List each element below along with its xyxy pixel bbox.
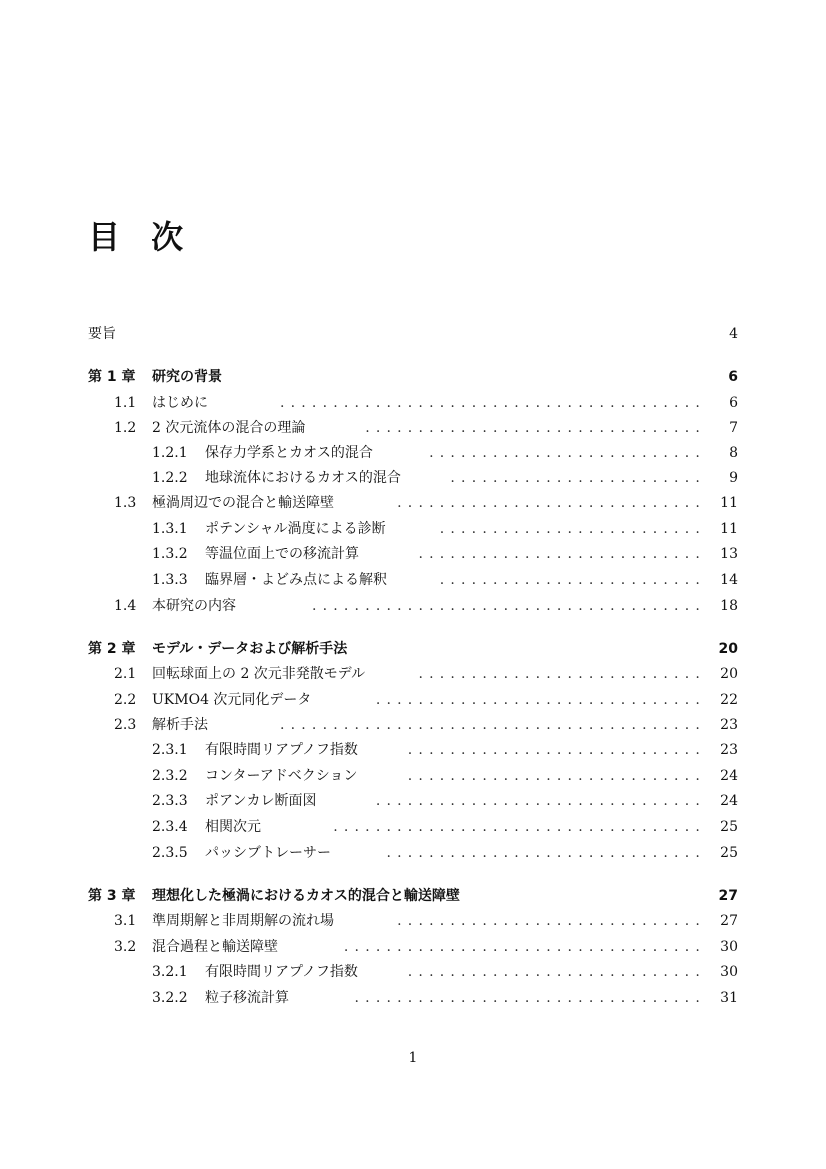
toc-entry-title: 有限時間リアプノフ指数 [205, 742, 358, 758]
leader-dots: ................................ [365, 420, 706, 436]
toc-entry-page: 25 [720, 819, 738, 835]
toc-entry[interactable] [0, 518, 826, 540]
toc-entry[interactable] [0, 987, 826, 1009]
toc-entry-page: 13 [720, 546, 738, 562]
toc-entry-title: コンターアドベクション [205, 768, 358, 784]
toc-entry-title: 準周期解と非周期解の流れ場 [152, 913, 334, 929]
leader-dots: ................................... [333, 819, 706, 835]
toc-entry-title: 解析手法 [152, 717, 208, 733]
toc-entry-page: 23 [720, 717, 738, 733]
toc-entry-page: 14 [720, 572, 738, 588]
toc-entry-page: 27 [718, 888, 738, 904]
toc-entry-number: 1.3 [114, 495, 137, 511]
toc-entry-title: 理想化した極渦におけるカオス的混合と輸送障壁 [152, 888, 460, 904]
toc-entry-number: 3.1 [114, 913, 137, 929]
toc-entry-page: 31 [720, 990, 738, 1006]
leader-dots: ........................... [418, 546, 706, 562]
leader-dots: ............................ [407, 768, 706, 784]
toc-entry-page: 30 [720, 939, 738, 955]
leader-dots: ............................. [397, 495, 706, 511]
toc-entry[interactable] [0, 842, 826, 864]
toc-entry-title: 地球流体におけるカオス的混合 [205, 470, 401, 486]
toc-entry[interactable] [0, 663, 826, 685]
toc-entry-number: 3.2.2 [152, 990, 188, 1006]
toc-entry-number: 1.2.2 [152, 470, 188, 486]
leader-dots: ............................... [375, 793, 706, 809]
toc-entry-number: 1.2 [114, 420, 137, 436]
toc-entry-page: 24 [720, 768, 738, 784]
leader-dots: ......................... [439, 521, 706, 537]
toc-entry[interactable] [0, 885, 826, 907]
toc-entry[interactable] [0, 467, 826, 489]
toc-entry-number: 2.3.4 [152, 819, 188, 835]
toc-entry[interactable] [0, 910, 826, 932]
toc-entry[interactable] [0, 323, 826, 345]
toc-entry-number: 3.2 [114, 939, 137, 955]
toc-entry-title: 相関次元 [205, 819, 261, 835]
toc-entry-number: 1.3.2 [152, 546, 188, 562]
toc-entry-page: 18 [720, 598, 738, 614]
toc-entry-title: 保存力学系とカオス的混合 [205, 445, 373, 461]
toc-entry-number: 1.1 [114, 395, 137, 411]
toc-entry-page: 6 [728, 369, 738, 385]
toc-entry-title: ポアンカレ断面図 [205, 793, 317, 809]
toc-entry-page: 6 [729, 395, 738, 411]
toc-entry[interactable] [0, 569, 826, 591]
toc-entry-number: 第 2 章 [88, 641, 136, 657]
toc-entry-title: パッシブトレーサー [205, 845, 331, 861]
toc-entry-page: 9 [729, 470, 738, 486]
toc-entry-title: 有限時間リアプノフ指数 [205, 964, 358, 980]
toc-entry[interactable] [0, 739, 826, 761]
toc-entry[interactable] [0, 417, 826, 439]
toc-entry-title: 研究の背景 [152, 369, 222, 385]
page-title: 目 次 [88, 218, 194, 256]
toc-entry-title: 極渦周辺での混合と輸送障壁 [152, 495, 334, 511]
toc-entry-page: 27 [720, 913, 738, 929]
leader-dots: ......................... [439, 572, 706, 588]
toc-entry-title: はじめに [152, 395, 208, 411]
toc-entry[interactable] [0, 492, 826, 514]
toc-entry-page: 7 [729, 420, 738, 436]
toc-entry-page: 4 [729, 326, 738, 342]
toc-entry-number: 2.2 [114, 692, 137, 708]
toc-entry-title: 臨界層・よどみ点による解釈 [205, 572, 387, 588]
page-number: 1 [408, 1050, 418, 1066]
toc-entry[interactable] [0, 689, 826, 711]
toc-entry-page: 24 [720, 793, 738, 809]
leader-dots: ............................. [397, 913, 706, 929]
toc-entry[interactable] [0, 961, 826, 983]
toc-entry[interactable] [0, 936, 826, 958]
toc-entry[interactable] [0, 638, 826, 660]
toc-entry[interactable] [0, 392, 826, 414]
leader-dots: ........................ [450, 470, 706, 486]
toc-entry-title: 等温位面上での移流計算 [205, 546, 359, 562]
leader-dots: .......................... [429, 445, 706, 461]
leader-dots: .................................. [343, 939, 706, 955]
leader-dots: ............................... [375, 692, 706, 708]
leader-dots: ........................... [418, 666, 706, 682]
leader-dots: ........................................ [279, 395, 706, 411]
toc-entry-number: 2.3 [114, 717, 137, 733]
toc-entry-title: 粒子移流計算 [205, 990, 289, 1006]
toc-entry-title: 2 次元流体の混合の理論 [152, 420, 306, 436]
toc-entry[interactable] [0, 765, 826, 787]
leader-dots: ................................. [354, 990, 706, 1006]
toc-entry-page: 8 [729, 445, 738, 461]
toc-entry-title: 混合過程と輸送障壁 [152, 939, 278, 955]
toc-entry-title: ポテンシャル渦度による診断 [205, 521, 386, 537]
toc-entry-page: 23 [720, 742, 738, 758]
toc-entry[interactable] [0, 543, 826, 565]
toc-entry-number: 2.3.3 [152, 793, 188, 809]
toc-entry-page: 11 [720, 521, 738, 537]
toc-entry-title: モデル・データおよび解析手法 [152, 641, 348, 657]
toc-entry-page: 30 [720, 964, 738, 980]
toc-entry-number: 1.3.3 [152, 572, 188, 588]
toc-entry-title: 要旨 [88, 326, 116, 342]
toc-entry-title: 回転球面上の 2 次元非発散モデル [152, 666, 366, 682]
toc-entry[interactable] [0, 790, 826, 812]
toc-entry-number: 1.2.1 [152, 445, 188, 461]
leader-dots: ........................................ [279, 717, 706, 733]
toc-entry-number: 1.4 [114, 598, 137, 614]
leader-dots: .............................. [386, 845, 706, 861]
leader-dots: ............................ [407, 964, 706, 980]
toc-entry-number: 2.1 [114, 666, 137, 682]
toc-entry-number: 第 1 章 [88, 369, 136, 385]
toc-entry-page: 11 [720, 495, 738, 511]
toc-entry-number: 2.3.5 [152, 845, 188, 861]
toc-entry-page: 22 [720, 692, 738, 708]
toc-entry-title: 本研究の内容 [152, 598, 236, 614]
toc-entry-number: 2.3.2 [152, 768, 188, 784]
toc-entry-title: UKMO4 次元同化データ [152, 692, 312, 708]
toc-entry-page: 20 [720, 666, 738, 682]
toc-entry[interactable] [0, 816, 826, 838]
leader-dots: ............................ [407, 742, 706, 758]
toc-entry-number: 第 3 章 [88, 888, 136, 904]
toc-entry-number: 1.3.1 [152, 521, 188, 537]
toc-entry-page: 25 [720, 845, 738, 861]
toc-entry-number: 3.2.1 [152, 964, 188, 980]
toc-entry[interactable] [0, 442, 826, 464]
toc-entry[interactable] [0, 714, 826, 736]
toc-entry[interactable] [0, 366, 826, 388]
leader-dots: ..................................... [311, 598, 706, 614]
toc-entry-number: 2.3.1 [152, 742, 188, 758]
toc-entry[interactable] [0, 595, 826, 617]
toc-entry-page: 20 [718, 641, 738, 657]
